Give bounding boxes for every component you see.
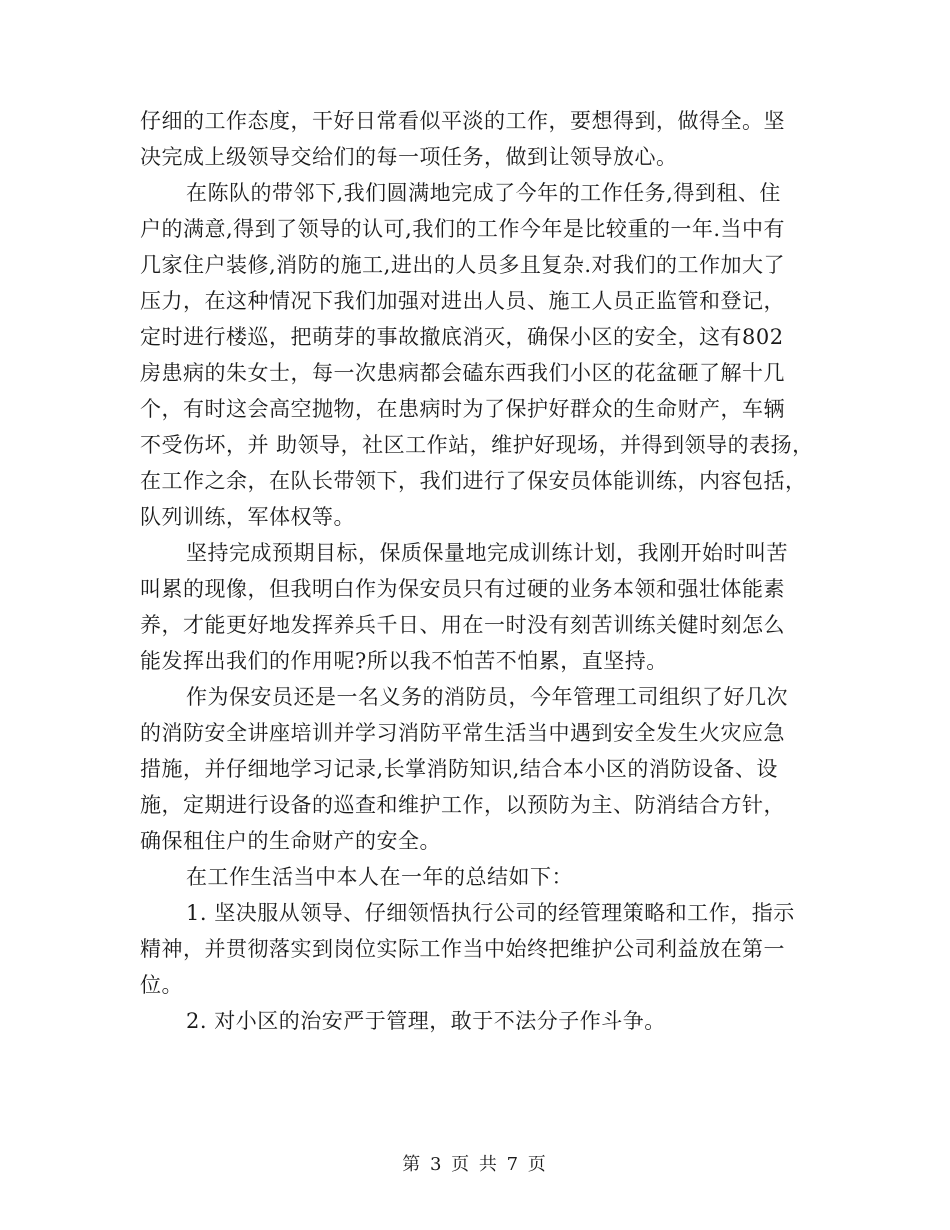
text-line: 施，定期进行设备的巡查和维护工作，以预防为主、防消结合方针， <box>140 793 785 817</box>
text-line: 户的满意,得到了领导的认可,我们的工作今年是比较重的一年.当中有 <box>140 217 786 241</box>
text-line: 房患病的朱女士，每一次患病都会磕东西我们小区的花盆砸了解十几 <box>140 361 785 385</box>
text-line: 坚持完成预期目标，保质保量地完成训练计划，我刚开始时叫苦 <box>186 541 788 565</box>
paragraph <box>140 104 820 176</box>
text-line: 确保租住户的生命财产的安全。 <box>140 829 441 853</box>
text-line: 1. 坚决服从领导、仔细领悟执行公司的经管理策略和工作，指示 <box>186 901 795 925</box>
text-line: 在工作生活当中本人在一年的总结如下： <box>186 865 573 889</box>
text-line: 精神，并贯彻落实到岗位实际工作当中始终把维护公司利益放在第一 <box>140 937 785 961</box>
text-line: 压力，在这种情况下我们加强对进出人员、施工人员正监管和登记， <box>140 289 785 313</box>
paragraph <box>140 176 820 536</box>
text-line: 作为保安员还是一名义务的消防员，今年管理工司组织了好几次 <box>186 685 788 709</box>
paragraph <box>140 860 820 896</box>
page-footer: 第 3 页 共 7 页 <box>402 1154 548 1175</box>
text-line: 能发挥出我们的作用呢?所以我不怕苦不怕累，直坚持。 <box>140 649 668 673</box>
text-line: 决完成上级领导交给们的每一项任务，做到让领导放心。 <box>140 145 678 169</box>
text-line: 养，才能更好地发挥养兵千日、用在一时没有刻苦训练关健时刻怎么 <box>140 613 785 637</box>
text-line: 措施，并仔细地学习记录,长掌消防知识,结合本小区的消防设备、设 <box>140 757 778 781</box>
text-line: 在工作之余，在队长带领下，我们进行了保安员体能训练，内容包括， <box>140 469 807 493</box>
paragraph <box>140 896 820 1004</box>
text-line: 队列训练，军体权等。 <box>140 505 355 529</box>
paragraph <box>140 536 820 680</box>
text-line: 叫累的现像，但我明白作为保安员只有过硬的业务本领和强壮体能素 <box>140 577 785 601</box>
document-body <box>140 104 820 1040</box>
text-line: 定时进行楼巡，把萌芽的事故撤底消灭，确保小区的安全，这有802 <box>140 325 784 349</box>
text-line: 2. 对小区的治安严于管理，敢于不法分子作斗争。 <box>186 1009 666 1033</box>
text-line: 几家住户装修,消防的施工,进出的人员多且复杂.对我们的工作加大了 <box>140 253 786 277</box>
paragraph <box>140 1004 820 1040</box>
text-line: 个，有时这会高空抛物，在患病时为了保护好群众的生命财产，车辆 <box>140 397 785 421</box>
text-line: 的消防安全讲座培训并学习消防平常生活当中遇到安全发生火灾应急 <box>140 721 785 745</box>
text-line: 仔细的工作态度，干好日常看似平淡的工作，要想得到，做得全。坚 <box>140 109 785 133</box>
text-line: 在陈队的带邻下,我们圆满地完成了今年的工作任务,得到租、住 <box>186 181 781 205</box>
text-line: 位。 <box>140 973 183 997</box>
text-line: 不受伤坏，并 助领导，社区工作站，维护好现场，并得到领导的表扬， <box>140 433 814 457</box>
paragraph <box>140 680 820 860</box>
